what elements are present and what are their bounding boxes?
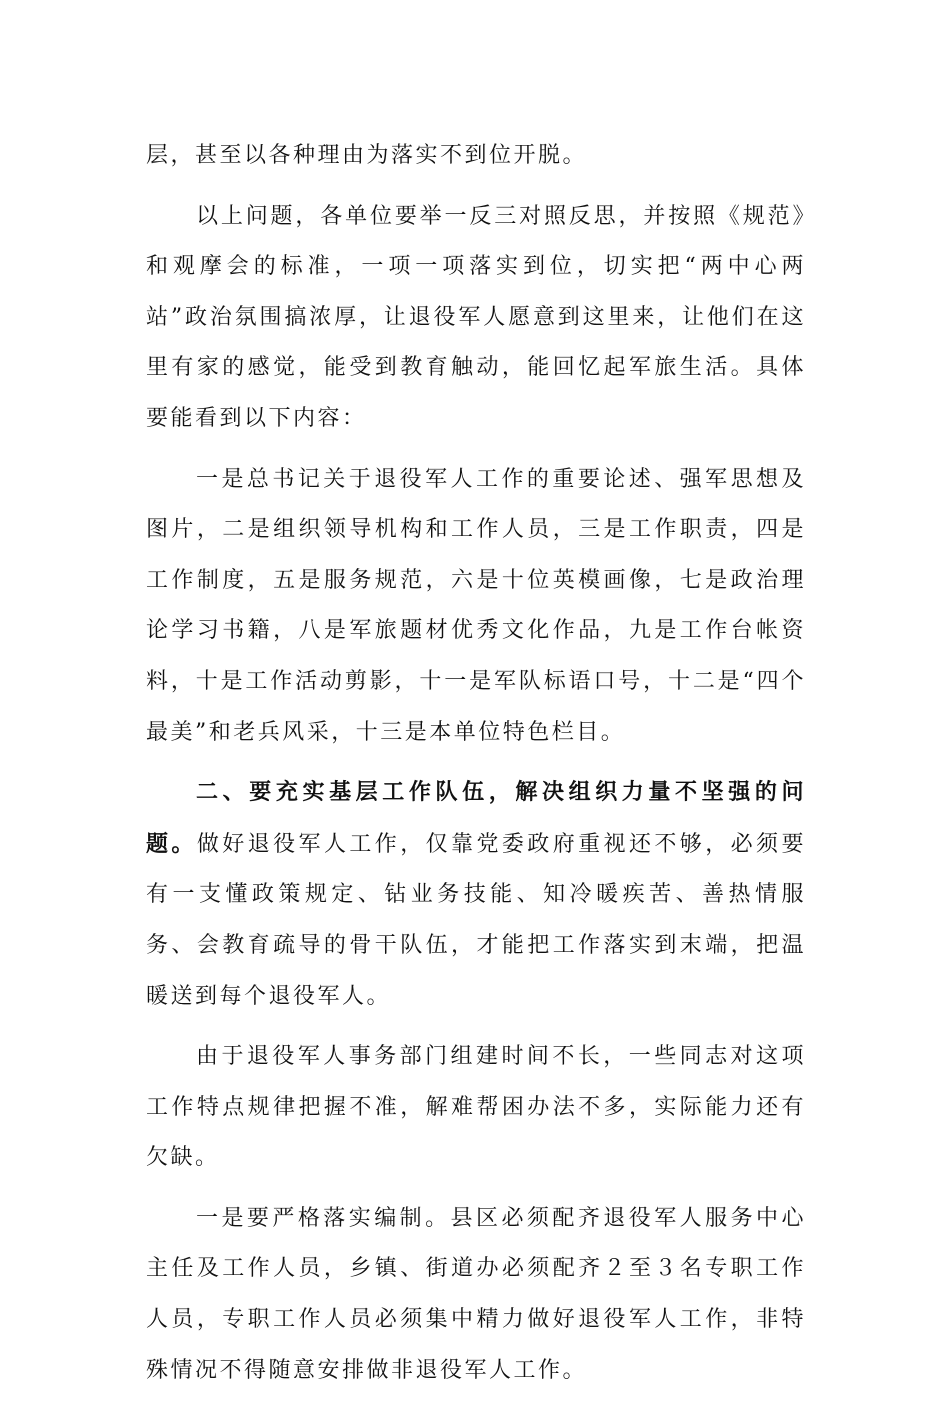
paragraph-5 <box>146 1031 806 1184</box>
paragraph-6 <box>146 1193 806 1396</box>
document-body <box>146 130 806 1405</box>
paragraph-text: 以上问题，各单位要举一反三对照反思，并按照《规范》和观摩会的标准，一项一项落实到位，切实把“两中心两站”政治氛围搞浓厚，让退役军人愿意到这里来，让他们在这里有家的感觉，能受到教育触动，能回忆起军旅生活。具体要能看到以下内容： <box>146 203 806 431</box>
paragraph-3 <box>146 454 806 759</box>
section-heading-inline: 二、要充实基层工作队伍，解决组织力量不坚强的问题。 <box>146 779 806 857</box>
paragraph-1 <box>146 130 806 182</box>
paragraph-4 <box>146 767 806 1022</box>
paragraph-text: 一是总书记关于退役军人工作的重要论述、强军思想及图片，二是组织领导机构和工作人员，三是工作职责，四是工作制度，五是服务规范，六是十位英模画像，七是政治理论学习书籍，八是军旅题材优秀文化作品，九是工作台帐资料，十是工作活动剪影，十一是军队标语口号，十二是“四个最美”和老兵风采，十三是本单位特色栏目。 <box>146 466 806 745</box>
paragraph-text: 一是要严格落实编制。县区必须配齐退役军人服务中心主任及工作人员，乡镇、街道办必须配齐２至３名专职工作人员，专职工作人员必须集中精力做好退役军人工作，非特殊情况不得随意安排做非退役军人工作。 <box>146 1205 806 1383</box>
paragraph-text: 做好退役军人工作，仅靠党委政府重视还不够，必须要有一支懂政策规定、钻业务技能、知冷暖疾苦、善热情服务、会教育疏导的骨干队伍，才能把工作落实到末端，把温暖送到每个退役军人。 <box>146 831 806 1009</box>
paragraph-text: 由于退役军人事务部门组建时间不长，一些同志对这项工作特点规律把握不准，解难帮困办法不多，实际能力还有欠缺。 <box>146 1044 806 1171</box>
paragraph-text: 层，甚至以各种理由为落实不到位开脱。 <box>146 143 588 168</box>
paragraph-2 <box>146 191 806 445</box>
